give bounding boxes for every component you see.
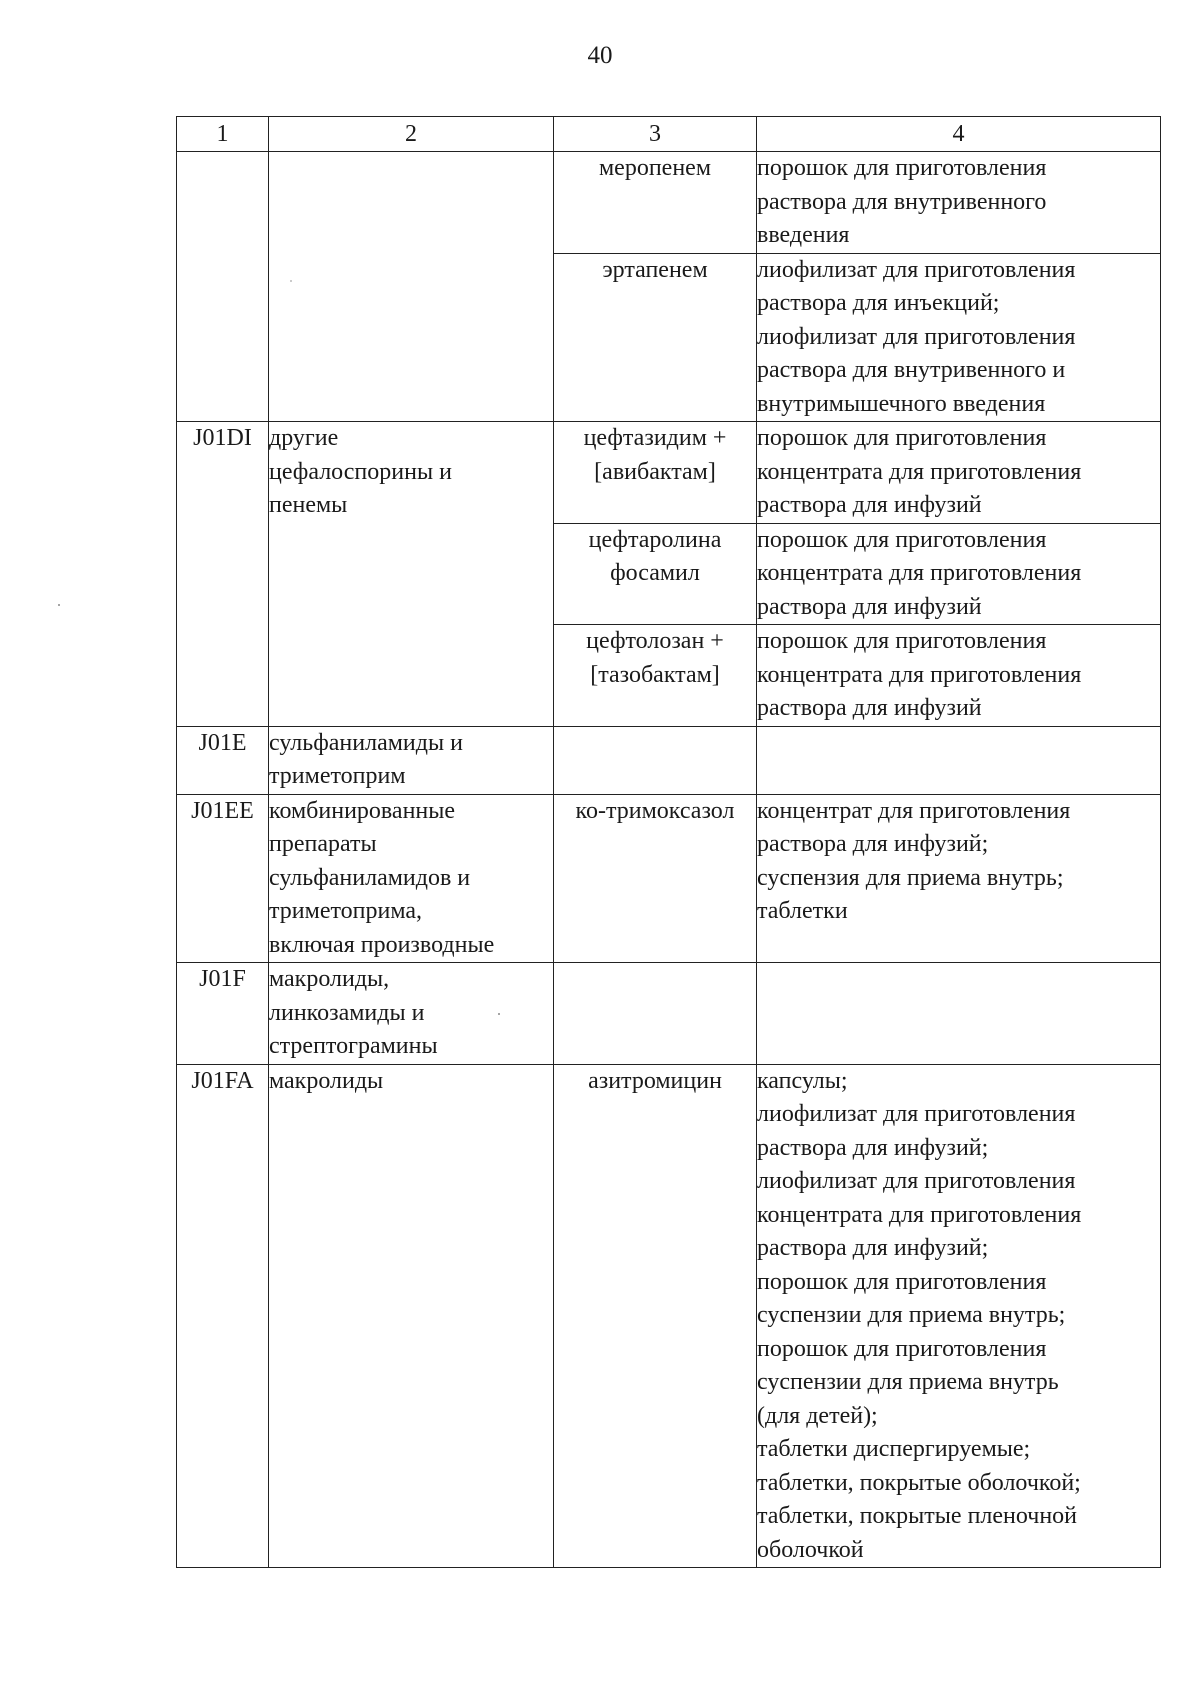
group-name-cell-line: макролиды, bbox=[269, 966, 390, 992]
group-name-cell bbox=[269, 152, 554, 422]
drug-name-cell bbox=[554, 253, 757, 422]
dosage-form-cell bbox=[757, 1064, 1161, 1568]
drug-name-cell-line: [тазобактам] bbox=[590, 661, 720, 688]
drug-name-cell bbox=[554, 152, 757, 254]
dosage-form-cell-line: таблетки диспергируемые; bbox=[757, 1436, 1031, 1462]
table-row bbox=[177, 794, 1161, 963]
drug-name-cell bbox=[554, 726, 757, 794]
scan-speck bbox=[58, 604, 60, 606]
group-name-cell-line: стрептограмины bbox=[269, 1033, 438, 1059]
atc-code-cell: J01E bbox=[177, 726, 269, 794]
drug-name-cell-line: цефтаролина bbox=[588, 526, 722, 553]
page-number: 40 bbox=[587, 42, 613, 69]
dosage-form-cell-line: концентрата для приготовления bbox=[757, 560, 1082, 586]
table-header-row bbox=[177, 117, 1161, 152]
dosage-form-cell-line: концентрата для приготовления bbox=[757, 661, 1082, 688]
group-name-cell-line: макролиды bbox=[269, 1067, 384, 1094]
dosage-form-cell-line: раствора для инфузий bbox=[757, 695, 982, 721]
drug-name-cell bbox=[554, 422, 757, 524]
atc-code-cell: J01F bbox=[177, 963, 269, 1065]
dosage-form-cell-line: концентрата для приготовления bbox=[757, 458, 1082, 485]
dosage-form-cell-line: порошок для приготовления bbox=[757, 1268, 1047, 1295]
column-header: 4 bbox=[757, 117, 1161, 152]
dosage-form-cell-line: раствора для инфузий; bbox=[757, 1134, 989, 1161]
dosage-form-cell bbox=[757, 523, 1161, 625]
dosage-form-cell bbox=[757, 422, 1161, 524]
group-name-cell-line: препараты bbox=[269, 831, 377, 857]
dosage-form-cell-line: лиофилизат для приготовления bbox=[757, 323, 1076, 350]
drug-name-cell bbox=[554, 963, 757, 1065]
atc-code-cell bbox=[177, 152, 269, 422]
drug-name-cell-line: эртапенем bbox=[602, 256, 708, 283]
dosage-form-cell bbox=[757, 963, 1161, 1065]
dosage-form-cell-line: порошок для приготовления bbox=[757, 628, 1047, 654]
group-name-cell-line: цефалоспорины и bbox=[269, 458, 452, 485]
scan-speck bbox=[498, 1013, 500, 1015]
group-name-cell-line: пенемы bbox=[269, 492, 348, 518]
column-header: 1 bbox=[177, 117, 269, 152]
group-name-cell bbox=[269, 422, 554, 727]
drug-name-cell-line: цефтолозан + bbox=[586, 628, 724, 654]
dosage-form-cell-line: суспензии для приема внутрь; bbox=[757, 1302, 1066, 1328]
dosage-form-cell-line: порошок для приготовления bbox=[757, 1335, 1047, 1362]
dosage-form-cell-line: концентрата для приготовления bbox=[757, 1201, 1082, 1228]
dosage-form-cell-line: суспензия для приема внутрь; bbox=[757, 864, 1064, 891]
atc-code-cell: J01EE bbox=[177, 794, 269, 963]
dosage-form-cell-line: таблетки, покрытые пленочной bbox=[757, 1503, 1078, 1529]
dosage-form-cell-line: раствора для внутривенного и bbox=[757, 357, 1066, 383]
group-name-cell-line: другие bbox=[269, 425, 339, 451]
group-name-cell-line: триметоприма, bbox=[269, 898, 422, 924]
group-name-cell-line: комбинированные bbox=[269, 797, 456, 824]
scan-speck bbox=[290, 280, 292, 282]
dosage-form-cell-line: лиофилизат для приготовления bbox=[757, 256, 1076, 283]
dosage-form-cell-line: раствора для инфузий; bbox=[757, 1235, 989, 1261]
column-header: 2 bbox=[269, 117, 554, 152]
dosage-form-cell bbox=[757, 253, 1161, 422]
dosage-form-cell-line: лиофилизат для приготовления bbox=[757, 1101, 1076, 1127]
table-row bbox=[177, 422, 1161, 524]
drug-name-cell bbox=[554, 523, 757, 625]
drug-name-cell-line: [авибактам] bbox=[594, 458, 716, 485]
dosage-form-cell-line: раствора для инфузий; bbox=[757, 831, 989, 857]
atc-code-cell: J01DI bbox=[177, 422, 269, 727]
drug-table bbox=[176, 116, 1161, 1568]
group-name-cell bbox=[269, 726, 554, 794]
dosage-form-cell-line: таблетки, покрытые оболочкой; bbox=[757, 1469, 1081, 1496]
dosage-form-cell-line: концентрат для приготовления bbox=[757, 797, 1071, 824]
table-body bbox=[177, 152, 1161, 1568]
dosage-form-cell-line: введения bbox=[757, 222, 850, 248]
dosage-form-cell-line: раствора для внутривенного bbox=[757, 188, 1047, 215]
group-name-cell bbox=[269, 963, 554, 1065]
drug-name-cell-line: меропенем bbox=[598, 155, 712, 181]
table-row bbox=[177, 963, 1161, 1065]
dosage-form-cell-line: порошок для приготовления bbox=[757, 526, 1047, 553]
dosage-form-cell-line: таблетки bbox=[757, 898, 848, 924]
drug-name-cell bbox=[554, 625, 757, 727]
drug-name-cell bbox=[554, 794, 757, 963]
dosage-form-cell-line: порошок для приготовления bbox=[757, 425, 1047, 451]
dosage-form-cell-line: раствора для инфузий bbox=[757, 492, 982, 518]
dosage-form-cell-line: раствора для инфузий bbox=[757, 593, 982, 620]
dosage-form-cell-line: капсулы; bbox=[757, 1067, 848, 1094]
group-name-cell bbox=[269, 794, 554, 963]
dosage-form-cell-line: суспензии для приема внутрь bbox=[757, 1369, 1059, 1395]
dosage-form-cell bbox=[757, 794, 1161, 963]
dosage-form-cell-line: порошок для приготовления bbox=[757, 155, 1047, 181]
dosage-form-cell-line: внутримышечного введения bbox=[757, 390, 1046, 417]
group-name-cell bbox=[269, 1064, 554, 1568]
dosage-form-cell-line: (для детей); bbox=[757, 1402, 878, 1429]
dosage-form-cell bbox=[757, 152, 1161, 254]
group-name-cell-line: включая производные bbox=[269, 931, 495, 958]
dosage-form-cell-line: раствора для инъекций; bbox=[757, 290, 1000, 316]
table-row bbox=[177, 1064, 1161, 1568]
group-name-cell-line: сульфаниламидов и bbox=[269, 864, 471, 891]
drug-name-cell-line: цефтазидим + bbox=[583, 425, 727, 451]
atc-code-cell: J01FA bbox=[177, 1064, 269, 1568]
group-name-cell-line: триметоприм bbox=[269, 763, 406, 789]
column-header: 3 bbox=[554, 117, 757, 152]
group-name-cell-line: линкозамиды и bbox=[269, 999, 425, 1026]
dosage-form-cell bbox=[757, 726, 1161, 794]
dosage-form-cell bbox=[757, 625, 1161, 727]
group-name-cell-line: сульфаниламиды и bbox=[269, 729, 463, 756]
table-row bbox=[177, 152, 1161, 254]
dosage-form-cell-line: оболочкой bbox=[757, 1536, 864, 1563]
table-row bbox=[177, 726, 1161, 794]
dosage-form-cell-line: лиофилизат для приготовления bbox=[757, 1168, 1076, 1194]
drug-name-cell-line: ко-тримоксазол bbox=[575, 797, 735, 824]
drug-name-cell-line: азитромицин bbox=[588, 1067, 722, 1094]
drug-name-cell-line: фосамил bbox=[610, 560, 700, 586]
drug-name-cell bbox=[554, 1064, 757, 1568]
